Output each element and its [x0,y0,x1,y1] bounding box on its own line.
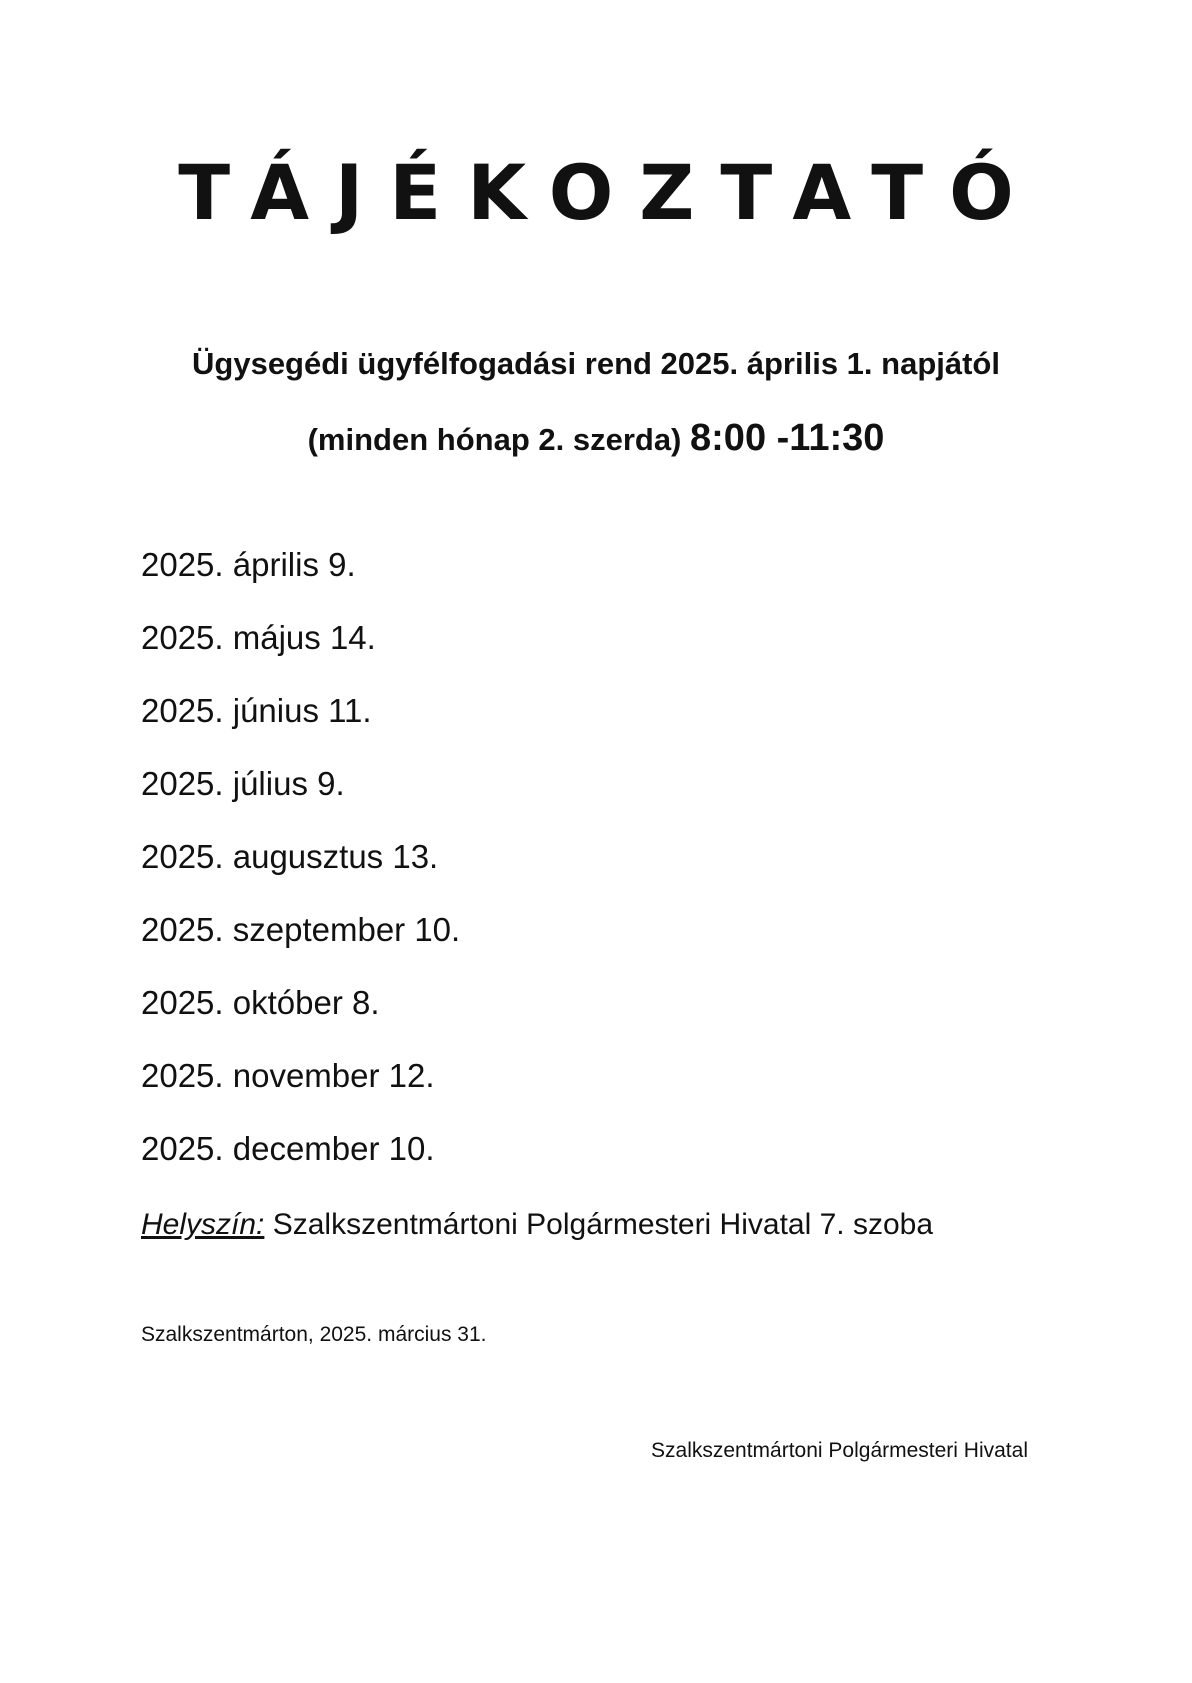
date-item: 2025. december 10. [141,1130,435,1167]
location-label: Helyszín: [141,1208,265,1241]
location-line [141,1205,933,1245]
date-item: 2025. május 14. [141,619,376,656]
date-item: 2025. szeptember 10. [141,911,461,948]
date-list [141,545,460,1202]
document-title: TÁJÉKOZTATÓ [178,148,1040,237]
date-item: 2025. október 8. [141,984,380,1021]
date-item: 2025. július 9. [141,765,345,802]
location-value: Szalkszentmártoni Polgármesteri Hivatal 7. szoba [272,1208,933,1241]
date-item: 2025. augusztus 13. [141,838,439,875]
subtitle-opening-hours: 8:00 -11:30 [690,417,885,459]
issuer-signature: Szalkszentmártoni Polgármesteri Hivatal [651,1439,1028,1462]
subtitle-line-1: Ügysegédi ügyfélfogadási rend 2025. április 1. napjától [192,346,1000,381]
subtitle-line-2 [0,418,1192,460]
date-item: 2025. június 11. [141,692,372,729]
subtitle-schedule-note: (minden hónap 2. szerda) [307,422,682,457]
place-and-date: Szalkszentmárton, 2025. március 31. [141,1323,487,1346]
date-item: 2025. április 9. [141,546,356,583]
date-item: 2025. november 12. [141,1057,435,1094]
